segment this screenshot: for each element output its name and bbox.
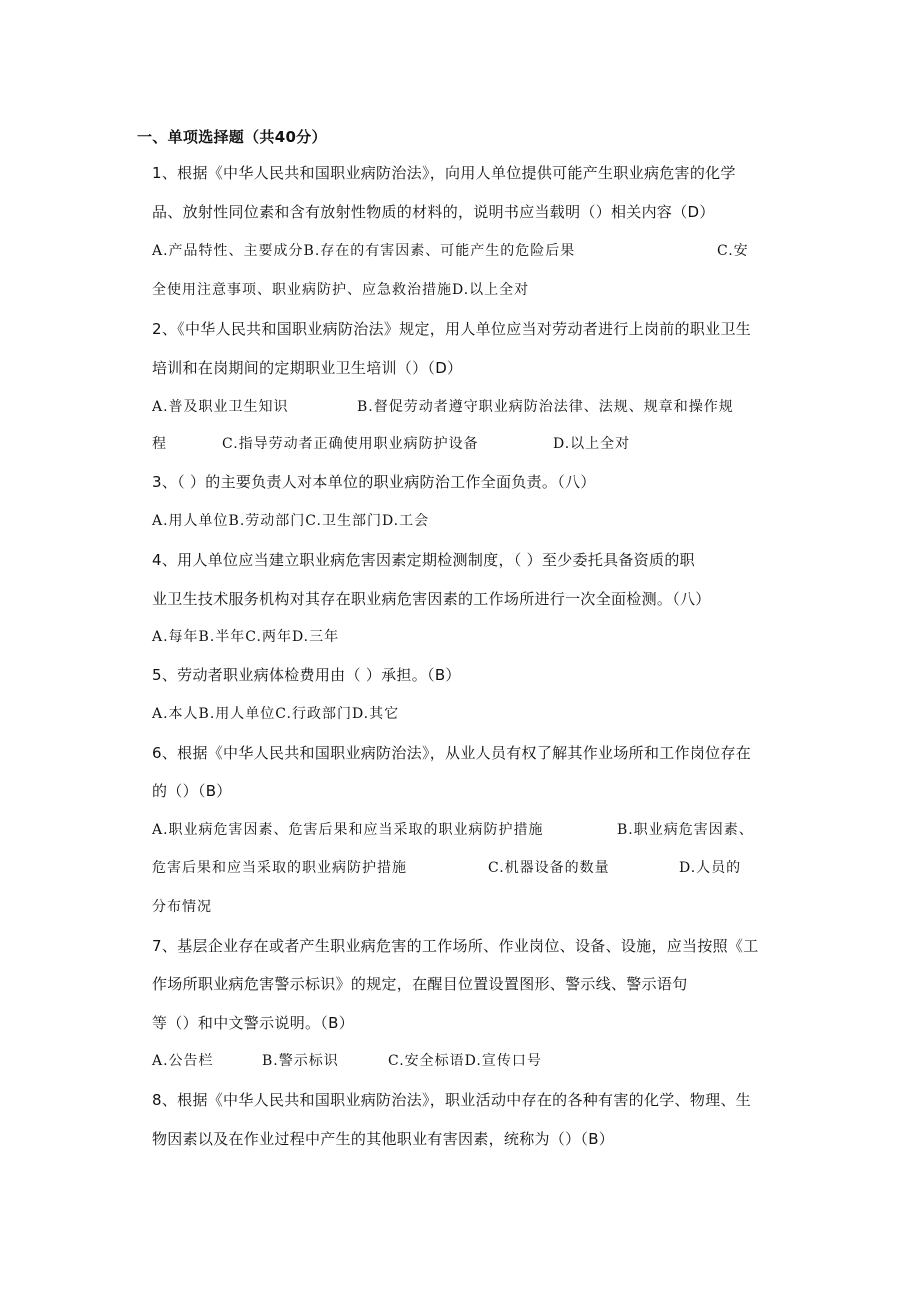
question-2-option-c: C.指导劳动者正确使用职业病防护设备 — [222, 436, 479, 452]
question-2-text-cont: 培训和在岗期间的定期职业卫生培训（）（D） — [152, 359, 463, 377]
question-8-text-cont: 物因素以及在作业过程中产生的其他职业有害因素，统称为（）（B） — [152, 1130, 615, 1148]
section-heading: 一、单项选择题（共40分） — [137, 128, 327, 146]
question-7-option-c-d: C.安全标语D.宣传口号 — [388, 1053, 542, 1069]
question-7-text-cont-2: 等（）和中文警示说明。（B） — [152, 1014, 354, 1032]
question-7-text-cont: 作场所职业病危害警示标识》的规定，在醒目位置设置图形、警示线、警示语句 — [152, 975, 688, 993]
question-6-option-b-cont: 危害后果和应当采取的职业病防护措施 — [152, 860, 407, 876]
question-6-option-c: C.机器设备的数量 — [488, 860, 610, 876]
question-2-text: 2、《中华人民共和国职业病防治法》规定，用人单位应当对劳动者进行上岗前的职业卫生 — [152, 320, 752, 338]
question-1-text-cont: 品、放射性同位素和含有放射性物质的材料的，说明书应当载明（）相关内容（D） — [152, 203, 715, 221]
question-3-text: 3、（ ）的主要负责人对本单位的职业病防治工作全面负责。（八） — [152, 473, 596, 491]
question-2-option-b: B.督促劳动者遵守职业病防治法律、法规、规章和操作规 — [357, 399, 734, 415]
question-2-option-b-cont: 程 — [152, 436, 167, 452]
question-6-text: 6、根据《中华人民共和国职业病防治法》，从业人员有权了解其作业场所和工作岗位存在 — [152, 744, 752, 762]
question-2-option-a: A.普及职业卫生知识 — [152, 399, 289, 415]
question-3-options: A.用人单位B.劳动部门C.卫生部门D.工会 — [152, 513, 430, 529]
question-7-option-a: A.公告栏 — [152, 1053, 214, 1069]
question-6-option-a: A.职业病危害因素、危害后果和应当采取的职业病防护措施 — [152, 822, 544, 838]
question-6-option-d-cont: 分布情况 — [152, 899, 212, 915]
question-1-options: A.产品特性、主要成分B.存在的有害因素、可能产生的危险后果 — [152, 243, 576, 259]
question-6-text-cont: 的（）（B） — [152, 782, 232, 800]
question-1-option-c: C.安 — [717, 243, 749, 259]
question-4-text-cont: 业卫生技术服务机构对其存在职业病危害因素的工作场所进行一次全面检测。（八） — [152, 590, 711, 608]
question-7-option-b: B.警示标识 — [262, 1053, 339, 1069]
question-4-options: A.每年B.半年C.两年D.三年 — [152, 629, 340, 645]
question-4-text: 4、用人单位应当建立职业病危害因素定期检测制度，（ ）至少委托具备资质的职 — [152, 551, 695, 569]
question-7-text: 7、基层企业存在或者产生职业病危害的工作场所、作业岗位、设备、设施，应当按照《工 — [152, 937, 759, 955]
question-1-text: 1、根据《中华人民共和国职业病防治法》，向用人单位提供可能产生职业病危害的化学 — [152, 164, 736, 182]
question-1-options-cont: 全使用注意事项、职业病防护、应急救治措施D.以上全对 — [152, 282, 530, 298]
question-8-text: 8、根据《中华人民共和国职业病防治法》，职业活动中存在的各种有害的化学、物理、生 — [152, 1091, 752, 1109]
question-6-option-d: D.人员的 — [679, 860, 742, 876]
question-5-options: A.本人B.用人单位C.行政部门D.其它 — [152, 706, 400, 722]
question-2-option-d: D.以上全对 — [553, 436, 631, 452]
question-5-text: 5、劳动者职业病体检费用由（ ）承担。（B） — [152, 666, 461, 684]
question-6-option-b: B.职业病危害因素、 — [617, 822, 754, 838]
